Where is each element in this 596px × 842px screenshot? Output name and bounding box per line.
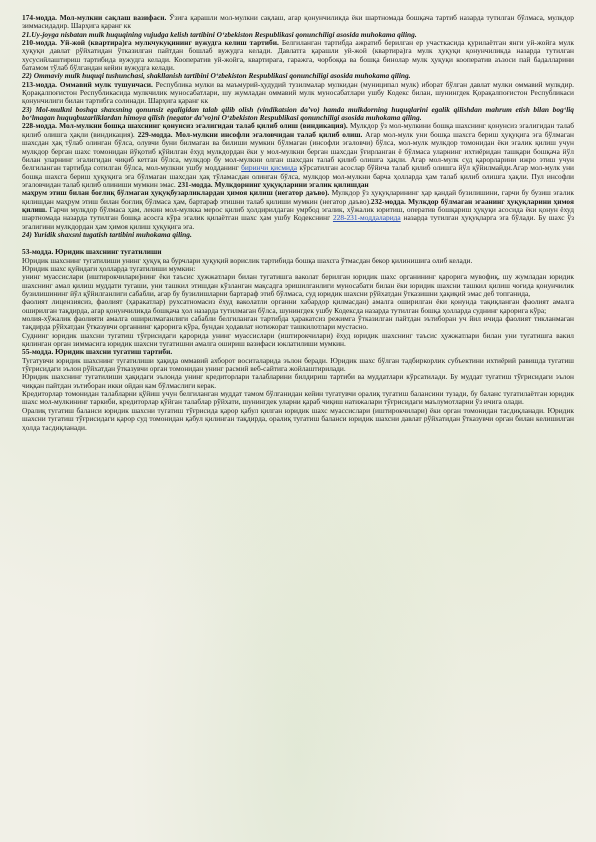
article-55-para-3: Кредиторлар томонидан талабларни қўйиш учун белгиланган муддат тамом бўлганидан кейин тугатувчи оралиқ тугатиш балансини тузади, бу баланс тугатилаётган юридик шахс мол-мулкининг таркиби, кредиторлар қўйган талаблар рўйхати, шунингдек уларни қараб чиқиш натижалари тўғрисидаги маълумотларни ўз ичига олади. (22, 389, 574, 407)
article-174-text: Ўзига қарашли мол-мулкни сақлаш, агар қонунчиликда ёки шартномада бошқача тартиб назарда тутилган бўлмаса, мулкдор зиммасидадир. Шарҳига қаранг кк (22, 13, 574, 31)
article-232-text: Гарчи мулкдор бўлмаса ҳам, лекин мол-мулкка мерос қилиб ҳолдирилдаган умрбод эгалик, хўжалик юритиш, оператив бошқариш ҳуқуқи асосида ёки қонун ёхуд шартномада назарда тутилган бошқа асосга кўра эгалик қилаётган шахс ҳам ушбу Кодекснинг (22, 204, 574, 223)
question-23: 23) Mol-mulkni boshqa shaxsning qonunsiz egaligidan talab qilib olish (vindikatsion da’vo) hamda mulkdorning huquqlarini egalik qilishdan mahrum etish bilan bog‘liq bo‘lmagan huquqbuzarliklardan himoya qilish (negator da’vo)ni O‘zbekiston Respublikasi qonunchiligi asosida muhokama qiling. (22, 104, 574, 123)
article-228-text: Мулкдор ўз мол-мулкини бошқа шахснинг қонунсиз эгалигидан талаб қилиб олишга ҳақли (виндикация). (22, 121, 574, 139)
article-213-heading: 213-модда. Оммавий мулк тушунчаси. (22, 79, 153, 89)
article-53-para-1: Юридик шахснинг тугатилиши унинг ҳуқуқ ва бурчлари ҳуқуқий ворислик тартибида бошқа шахсга ўтмасдан бекор қилинишига олиб келади. (22, 255, 473, 265)
article-231-text: Мулкдор ўз ҳуқуқларининг ҳар қандай бузилишини, гарчи бу бузиш эгалик қилишдан маҳрум этиш билан боғлиқ бўлмаса ҳам, бартараф этишни талаб қилиши мумкин (негатор даъво). (22, 188, 574, 206)
first-part-link[interactable]: биринчи қисмида (241, 163, 298, 173)
article-55-para-1: Тугатувчи юридик шахснинг тугатилиши ҳақида оммавий ахборот воситаларида эълон беради. Юридик шахс бўлган тадбиркорлик субъектини ихтиёрий равишда тугатиш тўғрисидаги эълон рўйхатдан ўтказувчи орган томонидан унинг расмий веб-сайтига жойлаштирилади. (22, 355, 574, 374)
article-174 (22, 14, 574, 31)
question-22: 22) Ommaviy mulk huquqi tushunchasi, shakllanish tartibini O‘zbekiston Respublikasi qonunchiligi asosida muhokama qiling. (22, 71, 411, 81)
document-body (22, 14, 574, 432)
article-210-heading: 210-модда. Уй-жой (квартира)га мулкчукуқининг вужудга келиш тартиби. (22, 38, 279, 48)
article-231-heading-cont: маҳрум этиш билан боғлиқ бўлмаган ҳуқуқбузарликлардан ҳимоя қилиш (негатор даъво). (22, 188, 330, 198)
article-210 (22, 39, 574, 72)
article-53-heading: 53-модда. Юридик шахснинг тугатилиши (22, 247, 162, 257)
article-55-para-4: Оралиқ тугатиш баланси юридик шахсни тугатиш тўғрисида қарор қабул қилган юридик шахс муассислари (иштирокчилари) ёки орган томонидан тасдиқланади. Юридик шахсни тугатиш тўғрисидаги қарор суд томонидан қабул қилинган тақдирда, оралиқ тугатиш баланси юридик шахсни давлат рўйхатидан ўтказувчи орган билан келишилган ҳолда тасдиқланади. (22, 405, 574, 432)
article-229-heading: 229-модда. Мол-мулкни инсофли эгаловчидан талаб қилиб олиш. (137, 129, 363, 139)
article-229-text-cont: кўрсатилган асослар бўйича талаб қилиб олишга йўл қўйилмайди.Агар мол-мулк уни бошқа шахсга бериш ҳуқуқига эга бўлмаган шахсдан ҳақ тўламасдан олинган бўлса, мулкдор мол-мулкни барча ҳолларда ҳам талаб қилиб олишга ҳақли. Пул инсофли эгаловчидан талаб қилиб олиниши мумкин эмас. (22, 163, 575, 189)
article-231-heading: 231-модда. Мулкдорнинг ҳуқуқларини эгалик қилишдан (177, 179, 369, 189)
article-232-heading: 232-модда. Мулкдор бўлмаган эгаанинг ҳуқуқларини ҳимоя қилиш. (22, 196, 574, 214)
question-24: 24) Yuridik shaxsni tugatish tartibini muhokama qiling. (22, 229, 192, 239)
article-53-para-2: Юридик шахс қуйидаги ҳолларда тугатилиши мумкин: (22, 263, 196, 273)
article-53-para-5: молия-хўжалик фаолияти амалга оширилмаганлиги сабабли белгиланган тартибда ҳаракатсиз режимга ўтказилган пайтдан эътиборан уч йил ичида фаолият тикланмаган тақдирда рўйхатдан ўтказувчи органнинг қарорига кўра, бундан ҳодавлат нотижорат ташкилотлари мустасно. (22, 314, 574, 332)
article-213-text: Республика мулки ва маъмурий-ҳудудий тузилмалар мулкидан (муниципал мулк) иборат бўлган давлат мулки оммавий мулкдир. Қорақалпоғистон Республикасида мулкчилик муносабатлари, шу жумладан оммавий мулк муносабатлари ушбу Кодекс билан, шунингдек Қорақалпоғистон Республикаси қонунчилиги билан тартибга солинади. Шарҳига қаранг кк (22, 79, 574, 106)
articles-228-231 (22, 122, 574, 189)
article-232-text-cont: назарда тутилган ҳуқуқларга эга бўлади. Бу шахс ўз эгалигини мулкдордан ҳам ҳимоя қилиш ҳуқуқига эга. (22, 213, 575, 231)
article-213 (22, 81, 574, 106)
articles-228-231-link[interactable]: 228-231-моддаларида (332, 213, 401, 223)
article-229-text: Агар мол-мулк уни бошқа шахсга бериш ҳуқуқига эга бўлмаган шахсдан ҳақ тўлаб олинган бўлса, олувчи буни билмаган ва билиши мумкин бўлмаган (инсофли эгаловчи) бўлса, мол-мулк мулкдор томонидан ёки эгалик қилиш учун мулкдор берган шахс томонидан йўқотиб қўйилган ёхуд мулкдордан ёки у мол-мулкни берган шахсдан ўғирланган ё бўлмаса уларнинг ихтиёридан ташқари бошқача йўл билан уларнинг эгалигидан чиқиб кетган бўлса, мулкдор бу мол-мулкни олган шахсдан талаб қилиб олишга ҳақли. Агар мол-мулк суд қарорларини ижро этиш учун белгиланган тартибда сотилган бўлса, мол-мулкни ушбу модданинг (22, 129, 575, 173)
article-53-para-3: унинг муассислари (иштирокчилари)нинг ёки таъсис ҳужжатлари билан тугатишга ваколат берилган юридик шахс органининг қарорига мувофиқ, шу жумладан юридик шахснинг амал қилиш муддати тугаши, уни ташкил этишдан кўзланган мақсадга эришилганлиги муносабати билан ёки юридик шахсни ташкил қилиш чоғида қонунчилик бузилишининг йўл қўйилганлиги сабабли, агар бу бузилишларни бартараф этиб бўлмаса, суд юридик шахсни рўйхатдан ўтказишни ҳақиқий эмас деб топганида, (22, 272, 574, 298)
article-55-heading: 55-модда. Юридик шахсни тугатиш тартиби. (22, 347, 173, 357)
question-21: 21.Uy-joyga nisbatan mulk huquqining vujudga kelish tartibini O‘zbekiston Respublikasi qonunchiligi asosida muhokama qiling. (22, 29, 417, 39)
article-174-heading: 174-модда. Мол-мулкни сақлаш вазифаси. (22, 13, 167, 22)
article-210-text: Белгиланган тартибда ажратиб берилган ер участкасида қурилаётган янги уй-жойга мулк ҳуқуқи давлат рўйхатидан ўтказилган пайтдан бошлаб вужудга келади. Давлатга қарашли уй-жой (квартира)га мулк ҳуқуқи қонунчиликда назарда тутилган хусусийлаштириш тартибида вужудга келади. Кооператив уй-жойга, квартирага, гаражга, чорбоққа ва бошқа бинолар мулк ҳуқуқи кооператив аъзоси пай бадалларини батамом тўлаб бўлгандан кейин вужудга келади. (22, 38, 574, 73)
article-53-para-6: Суднинг юридик шахсни тугатиш тўғрисидаги қарорида унинг муассислари (иштирокчилари) ёхуд юридик шахснинг таъсис ҳужжатлари билан уни тугатишга вакил қилинган орган зиммасига юридик шахсни тугатишни амалга ошириш вазифаси юклатилиши мумкин. (22, 330, 574, 349)
article-53-para-4: фаолият лицензиясиз, фаолият (ҳаракатлар) рухсатномасиз ёхуд ваколатли органни хабардор қилмасдан) амалга оширилган ёки қонунда тақиқланган фаолият амалга оширилган тақдирда, агар қонунчиликда бошқача ҳол назарда тутилмаган бўлса, шунингдек ушбу Кодексда назарда тутилган бошқа ҳолларда суднинг қарорига кўра; (22, 297, 574, 315)
article-231-232 (22, 189, 574, 231)
article-55-para-2: Юридик шахснинг тугатилиши ҳақидаги эълонда унинг кредиторлари талабларини билдириш тартиби ва муддатлари кўрсатилади. Бу муддат тугатиш тўғрисидаги эълон чиққан пайтдан эътиборан икки ойдан кам бўлмаслиги керак. (22, 372, 574, 390)
article-228-heading: 228-модда. Мол-мулкни бошқа шахснинг қонунсиз эгалигидан талаб қилиб олиш (виндикация). (22, 121, 348, 131)
